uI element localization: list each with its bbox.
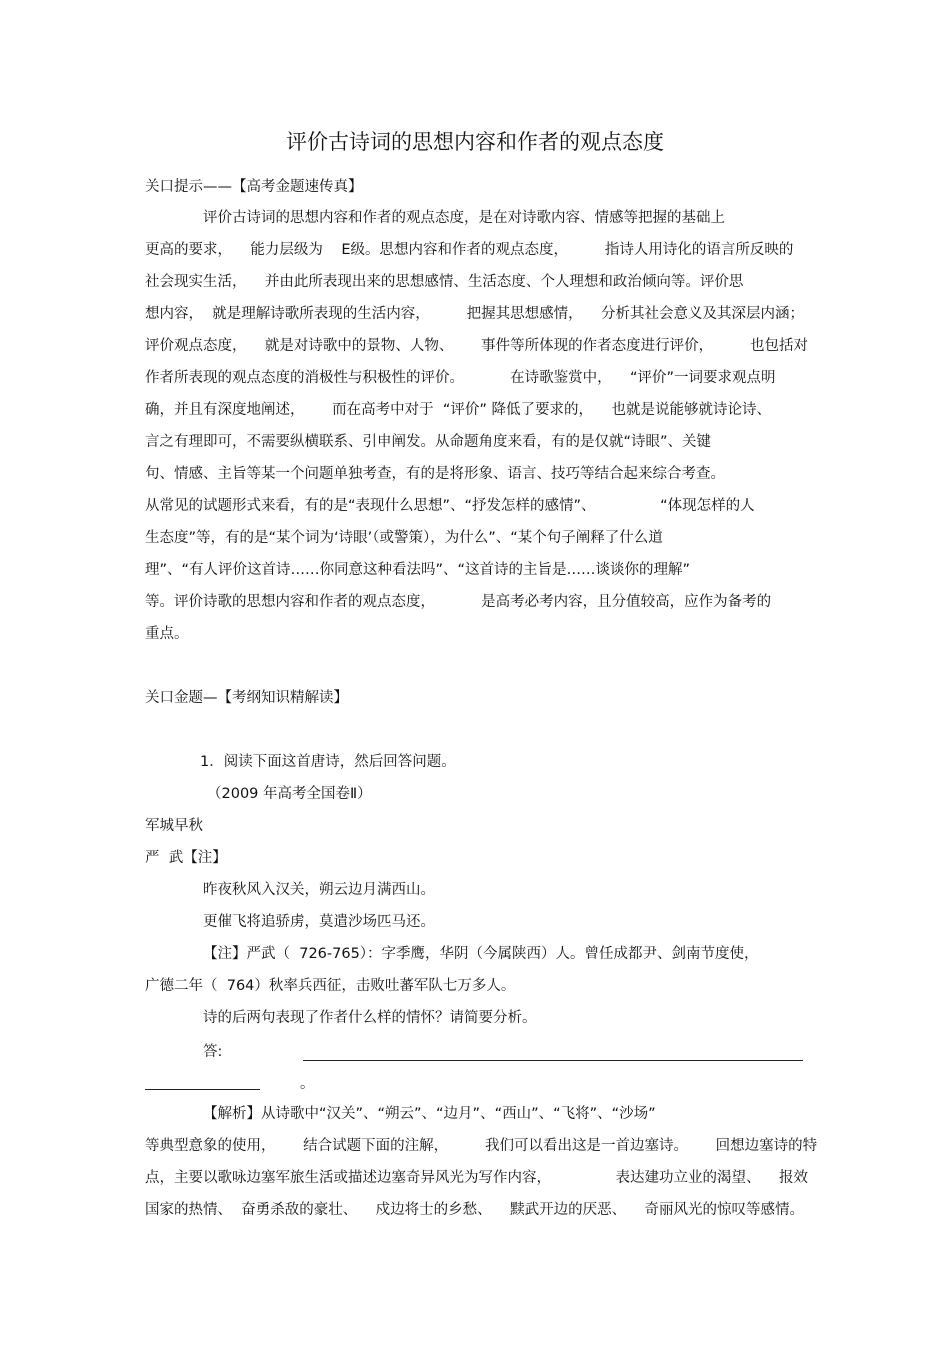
paragraph-line: 重点。 [145,626,189,642]
answer-blank-line [303,1060,803,1061]
poem-title: 军城早秋 [145,818,203,834]
paragraph-line: 更高的要求， 能力层级为 E级。思想内容和作者的观点态度， 指诗人用诗化的语言所反映的 [145,242,794,258]
question-prompt: 诗的后两句表现了作者什么样的情怀？请简要分析。 [203,1010,537,1026]
paragraph-line: 生态度”等，有的是“某个词为‘诗眼’（或警策），为什么”、“某个句子阐释了什么道 [145,530,663,546]
paragraph-line: 作者所表现的观点态度的消极性与积极性的评价。 在诗歌鉴赏中， “评价”一词要求观点明 [145,370,776,386]
document-title: 评价古诗词的思想内容和作者的观点态度 [286,130,664,154]
poem-line: 更催飞将追骄虏，莫遣沙场匹马还。 [203,914,435,930]
paragraph-line: 确，并且有深度地阐述， 而在高考中对于 “评价” 降低了要求的， 也就是说能够就诗论诗、 [145,402,771,418]
question-source: （2009 年高考全国卷Ⅱ） [207,786,372,802]
section-heading-tips: 关口提示——【高考金题速传真】 [145,179,363,195]
section-heading-questions: 关口金题—【考纲知识精解读】 [145,690,348,706]
paragraph-line: 理”、“有人评价这首诗……你同意这种看法吗”、“这首诗的主旨是……谈谈你的理解” [145,562,691,578]
paragraph-line: 评价观点态度， 就是对诗歌中的景物、人物、 事件等所体现的作者态度进行评价， 也包括对 [145,338,808,354]
paragraph-line: 言之有理即可，不需要纵横联系、引申阐发。从命题角度来看，有的是仅就“诗眼”、关键 [145,434,712,450]
analysis-line: 【解析】从诗歌中“汉关”、“朔云”、“边月”、“西山”、“飞将”、“沙场” [203,1106,656,1122]
analysis-line: 国家的热情、 奋勇杀敌的豪壮、 戍边将士的乡愁、 黩武开边的厌恶、 奇丽风光的惊叹等感情。 [145,1202,805,1218]
paragraph-line: 从常见的试题形式来看，有的是“表现什么思想”、“抒发怎样的感情”、 “体现怎样的人 [145,498,755,514]
answer-blank-line [145,1089,260,1090]
paragraph-line: 句、情感、主旨等某一个问题单独考查，有的是将形象、语言、技巧等结合起来综合考查。 [145,466,725,482]
paragraph-line: 等。评价诗歌的思想内容和作者的观点态度， 是高考必考内容，且分值较高，应作为备考的 [145,594,772,610]
analysis-line: 点，主要以歌咏边塞军旅生活或描述边塞奇异风光为写作内容， 表达建功立业的渴望、 报效 [145,1170,808,1186]
poem-line: 昨夜秋风入汉关，朔云边月满西山。 [203,882,435,898]
answer-label: 答: [203,1044,223,1060]
paragraph-line: 想内容， 就是理解诗歌所表现的生活内容， 把握其思想感情， 分析其社会意义及其深层内涵； [145,306,805,322]
paragraph-line: 社会现实生活， 并由此所表现出来的思想感情、生活态度、个人理想和政治倾向等。评价思 [145,274,744,290]
paragraph-line: 评价古诗词的思想内容和作者的观点态度，是在对诗歌内容、情感等把握的基础上 [203,210,725,226]
question-number: 1．阅读下面这首唐诗，然后回答问题。 [200,754,456,770]
analysis-line: 等典型意象的使用， 结合试题下面的注解， 我们可以看出这是一首边塞诗。 回想边塞诗的特 [145,1138,818,1154]
annotation-line: 【注】严武（ 726-765）：字季鹰，华阴（今属陕西）人。曾任成都尹、剑南节度使， [203,946,759,962]
poem-author: 严 武【注】 [145,850,227,866]
answer-end-mark: 。 [300,1076,315,1092]
annotation-line: 广德二年（ 764）秋率兵西征，击败吐蕃军队七万多人。 [145,978,516,994]
